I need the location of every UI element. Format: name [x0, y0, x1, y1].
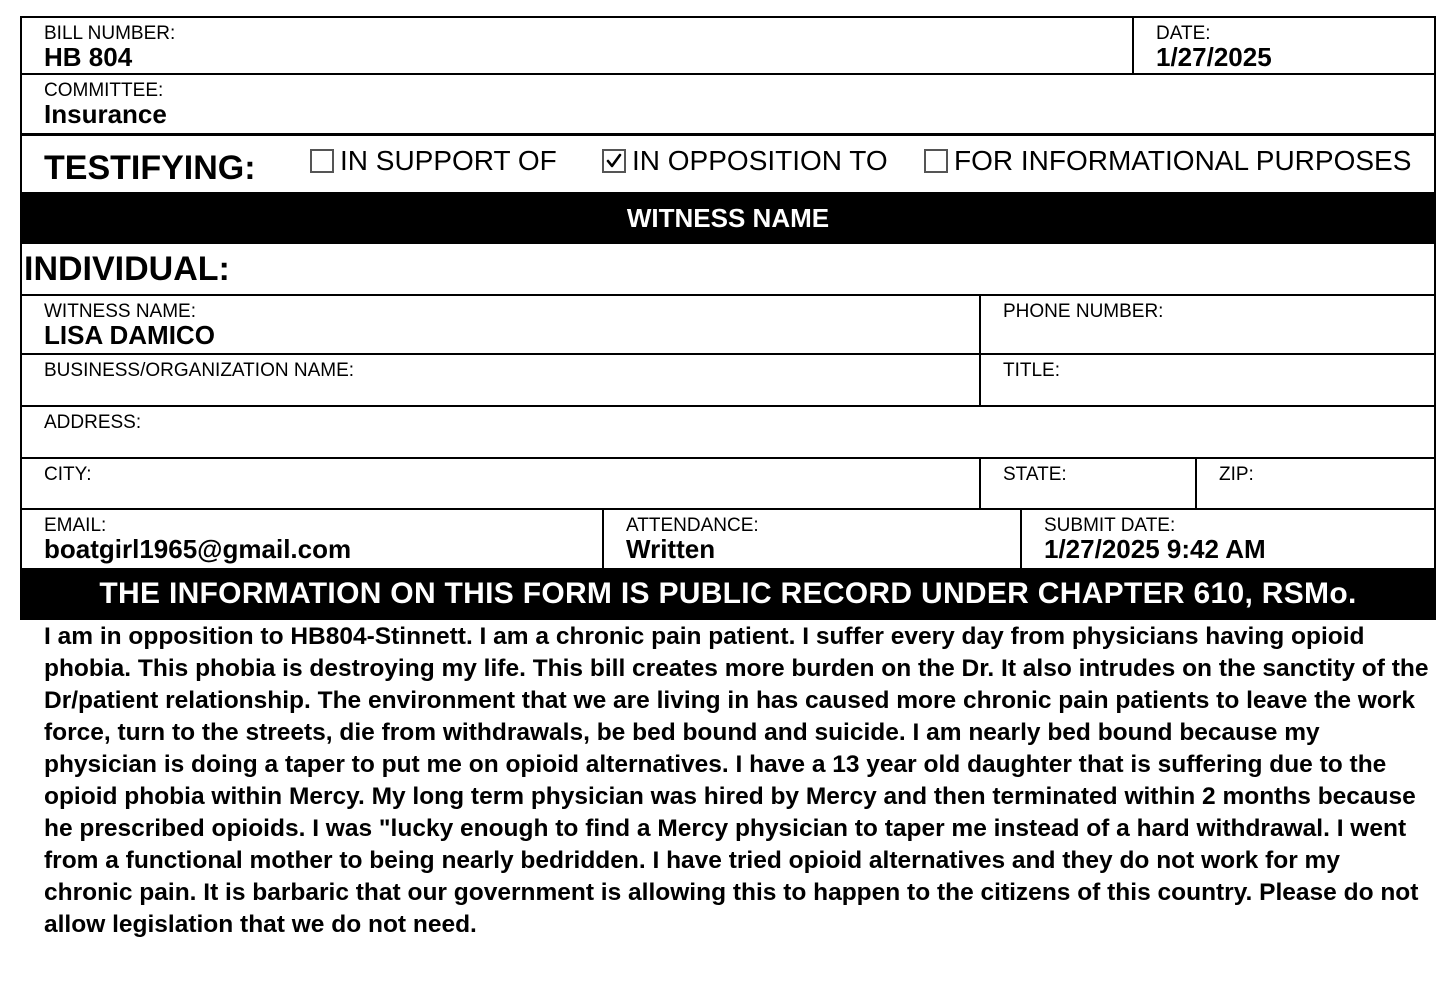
zip-label: ZIP:	[1219, 464, 1254, 485]
empty-checkbox-icon[interactable]	[310, 149, 334, 173]
submit-date-label: SUBMIT DATE:	[1044, 515, 1176, 536]
testimony-text: I am in opposition to HB804-Stinnett. I am a chronic pain patient. I suffer every day from physicians having opioid phobia. This phobia is destroying my life. This bill creates more burden on the Dr. It also intrudes on the sanctity of the Dr/patient relationship. The environment that we are living in has caused more chronic pain patients to leave the work force, turn to the streets, die from withdrawals, be bed bound and suicide. I am nearly bed bound because my physician is doing a taper to put me on opioid alternatives. I have a 13 year old daughter that is suffering due to the opioid phobia within Mercy. My long term physician was hired by Mercy and then terminated within 2 months because he prescribed opioids. I was "lucky enough to find a Mercy physician to taper me instead of a hard withdrawal. I went from a functional mother to being nearly bedridden. I have tried opioid alternatives and they do not work for my chronic pain. It is barbaric that our government is allowing this to happen to the citizens of this country. Please do not allow legislation that we do not need.	[44, 623, 1429, 938]
option-in-support-label: IN SUPPORT OF	[340, 145, 557, 176]
witness-name-value: LISA DAMICO	[44, 320, 215, 350]
submit-date-cell	[1020, 510, 1434, 568]
committee-label: COMMITTEE:	[44, 80, 164, 101]
option-in-opposition-label: IN OPPOSITION TO	[632, 145, 888, 176]
address-cell	[22, 407, 1434, 457]
submit-date-value: 1/27/2025 9:42 AM	[1044, 534, 1266, 564]
email-cell	[22, 510, 602, 568]
email-value: boatgirl1965@gmail.com	[44, 534, 352, 564]
phone-cell	[979, 296, 1434, 353]
attendance-value: Written	[626, 534, 716, 564]
state-label: STATE:	[1003, 464, 1067, 485]
bill-row	[20, 16, 1436, 75]
testifying-row	[20, 136, 1436, 192]
witness-name-row	[20, 296, 1436, 355]
business-row	[20, 355, 1436, 407]
committee-cell	[22, 75, 1434, 133]
bill-number-cell	[22, 18, 1132, 73]
email-label: EMAIL:	[44, 515, 107, 536]
committee-row	[20, 75, 1436, 136]
option-in-support[interactable]	[310, 146, 557, 176]
bill-number-value: HB 804	[44, 42, 133, 72]
witness-form	[20, 16, 1436, 620]
title-cell	[979, 355, 1434, 405]
date-cell	[1132, 18, 1434, 73]
individual-row	[20, 244, 1436, 296]
witness-name-header: WITNESS NAME	[20, 192, 1436, 244]
committee-value: Insurance	[44, 99, 167, 129]
empty-checkbox-icon[interactable]	[924, 149, 948, 173]
email-row	[20, 510, 1436, 568]
option-informational-label: FOR INFORMATIONAL PURPOSES	[954, 145, 1412, 176]
business-cell	[22, 355, 979, 405]
city-cell	[22, 459, 979, 508]
phone-label: PHONE NUMBER:	[1003, 301, 1164, 322]
option-in-opposition[interactable]	[602, 146, 888, 176]
bill-number-label: BILL NUMBER:	[44, 23, 176, 44]
check-icon[interactable]	[602, 149, 626, 173]
date-label: DATE:	[1156, 23, 1211, 44]
public-record-notice: THE INFORMATION ON THIS FORM IS PUBLIC RECORD UNDER CHAPTER 610, RSMo.	[20, 568, 1436, 620]
witness-name-cell	[22, 296, 979, 353]
option-informational[interactable]	[924, 146, 1411, 176]
testifying-label: TESTIFYING:	[44, 149, 256, 187]
city-row	[20, 459, 1436, 510]
attendance-cell	[602, 510, 1020, 568]
city-label: CITY:	[44, 464, 92, 485]
title-label: TITLE:	[1003, 360, 1061, 381]
zip-cell	[1195, 459, 1434, 508]
attendance-label: ATTENDANCE:	[626, 515, 759, 536]
date-value: 1/27/2025	[1156, 42, 1272, 72]
address-row	[20, 407, 1436, 459]
state-cell	[979, 459, 1195, 508]
witness-name-label: WITNESS NAME:	[44, 301, 197, 322]
individual-label: INDIVIDUAL:	[24, 250, 230, 288]
business-label: BUSINESS/ORGANIZATION NAME:	[44, 360, 355, 381]
address-label: ADDRESS:	[44, 412, 142, 433]
